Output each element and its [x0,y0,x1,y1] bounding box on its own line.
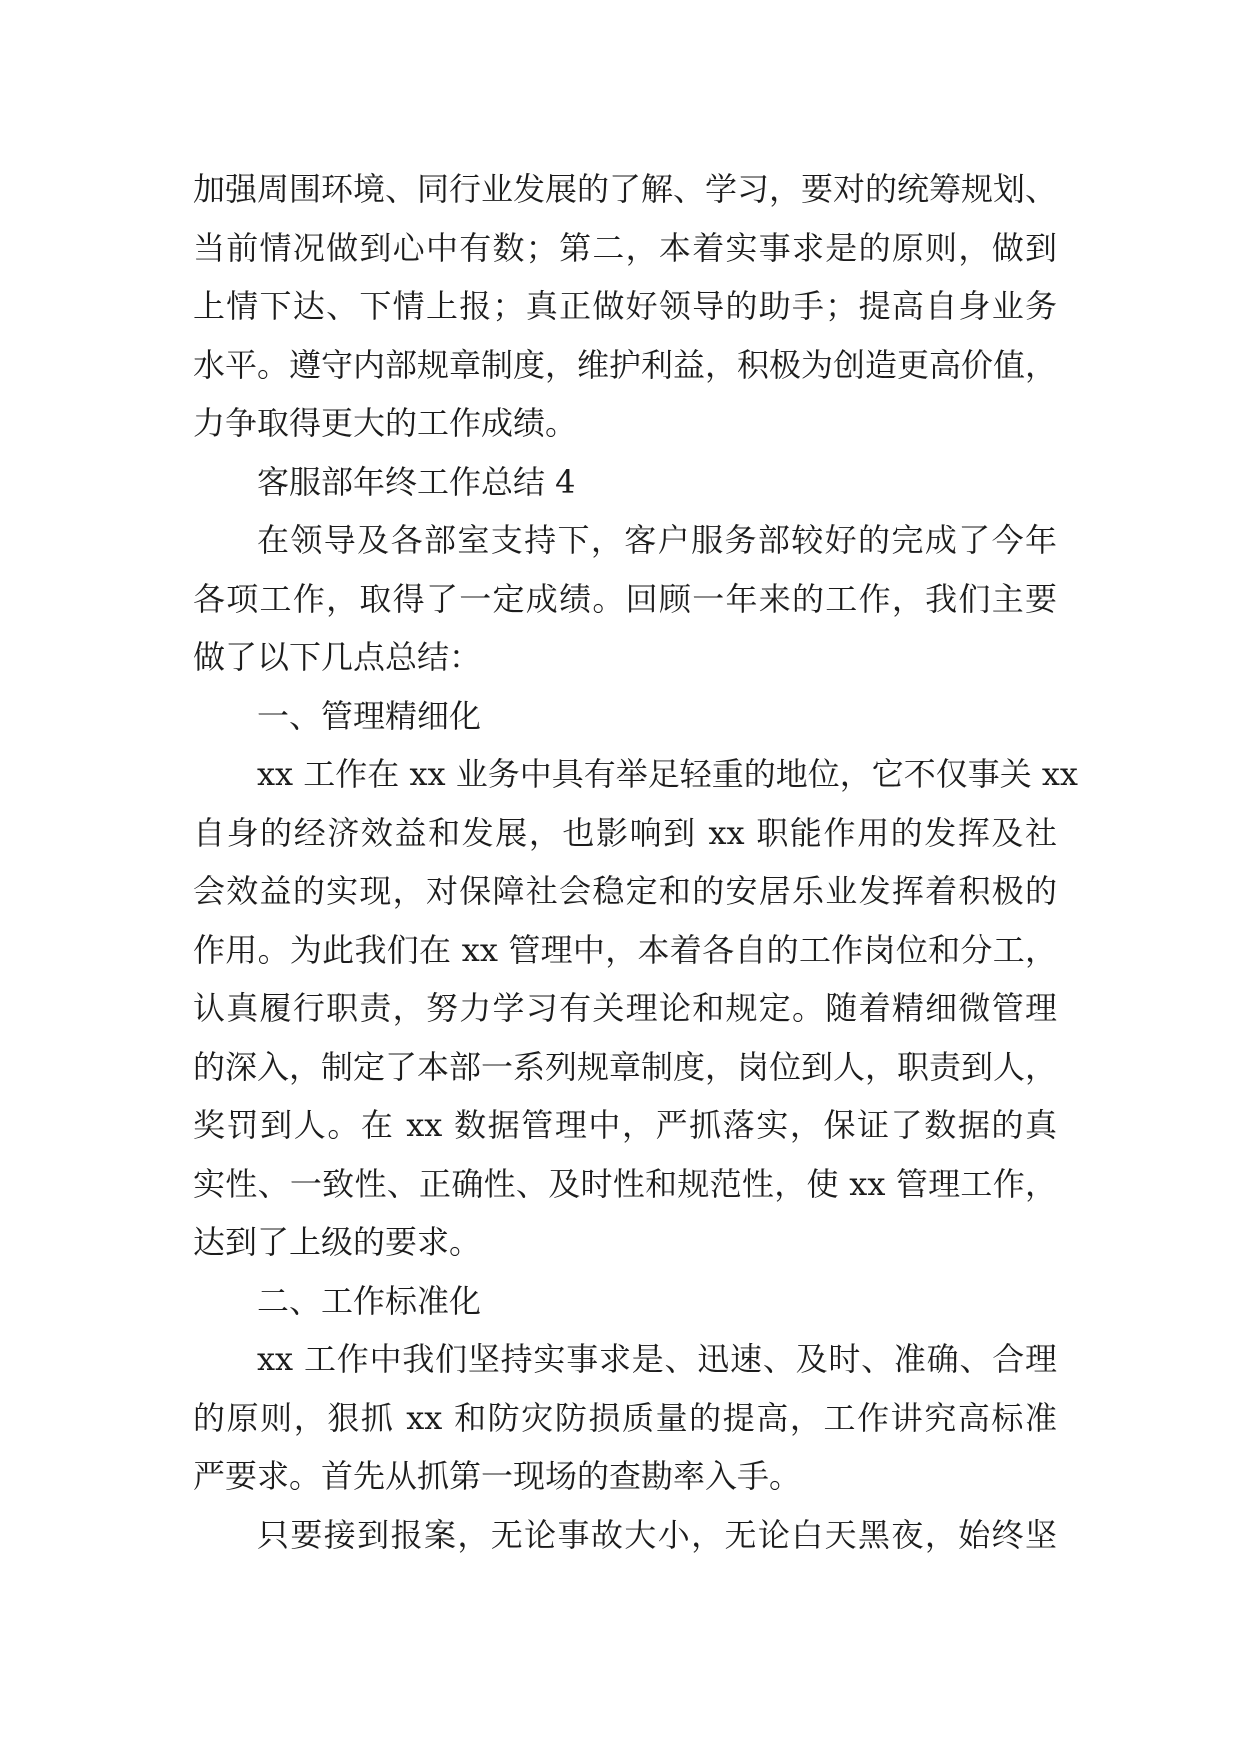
paragraph-line: 各项工作，取得了一定成绩。回顾一年来的工作，我们主要 [193,579,1057,618]
paragraph-line: xx 工作中我们坚持实事求是、迅速、及时、准确、合理 [257,1340,1057,1378]
paragraph-line: 奖罚到人。在 xx 数据管理中，严抓落实，保证了数据的真 [193,1106,1057,1144]
paragraph-line: 实性、一致性、正确性、及时性和规范性，使 xx 管理工作， [193,1164,1057,1203]
paragraph-line: 作用。为此我们在 xx 管理中，本着各自的工作岗位和分工， [193,930,1057,969]
paragraph-line: 力争取得更大的工作成绩。 [193,404,578,442]
paragraph-line: 认真履行职责，努力学习有关理论和规定。随着精细微管理 [193,989,1057,1027]
paragraph-line: 的深入，制定了本部一系列规章制度，岗位到人，职责到人， [193,1047,1058,1086]
paragraph-line: 水平。遵守内部规章制度，维护利益，积极为创造更高价值， [193,345,1058,384]
paragraph-line: 上情下达、下情上报；真正做好领导的助手；提高自身业务 [193,287,1057,325]
paragraph-line: 加强周围环境、同行业发展的了解、学习，要对的统筹规划、 [193,170,1058,208]
paragraph-line: 在领导及各部室支持下，客户服务部较好的完成了今年 [257,521,1057,559]
paragraph-line: xx 工作在 xx 业务中具有举足轻重的地位，它不仅事关 xx [257,755,1078,793]
section-heading: 客服部年终工作总结 4 [257,462,576,501]
paragraph-line: 严要求。首先从抓第一现场的查勘率入手。 [193,1457,802,1495]
section-heading: 二、工作标准化 [257,1281,482,1320]
document-body [193,160,1078,1564]
paragraph-line: 会效益的实现，对保障社会稳定和的安居乐业发挥着积极的 [193,872,1057,910]
paragraph-line: 达到了上级的要求。 [193,1223,482,1261]
section-heading: 一、管理精细化 [257,696,482,735]
paragraph-line: 做了以下几点总结： [193,638,482,676]
paragraph-line: 自身的经济效益和发展，也影响到 xx 职能作用的发挥及社 [193,813,1057,852]
paragraph-line: 只要接到报案，无论事故大小，无论白天黑夜，始终坚 [257,1515,1057,1554]
paragraph-line: 当前情况做到心中有数；第二，本着实事求是的原则，做到 [193,228,1057,267]
paragraph-line: 的原则，狠抓 xx 和防灾防损质量的提高，工作讲究高标准 [193,1398,1057,1437]
